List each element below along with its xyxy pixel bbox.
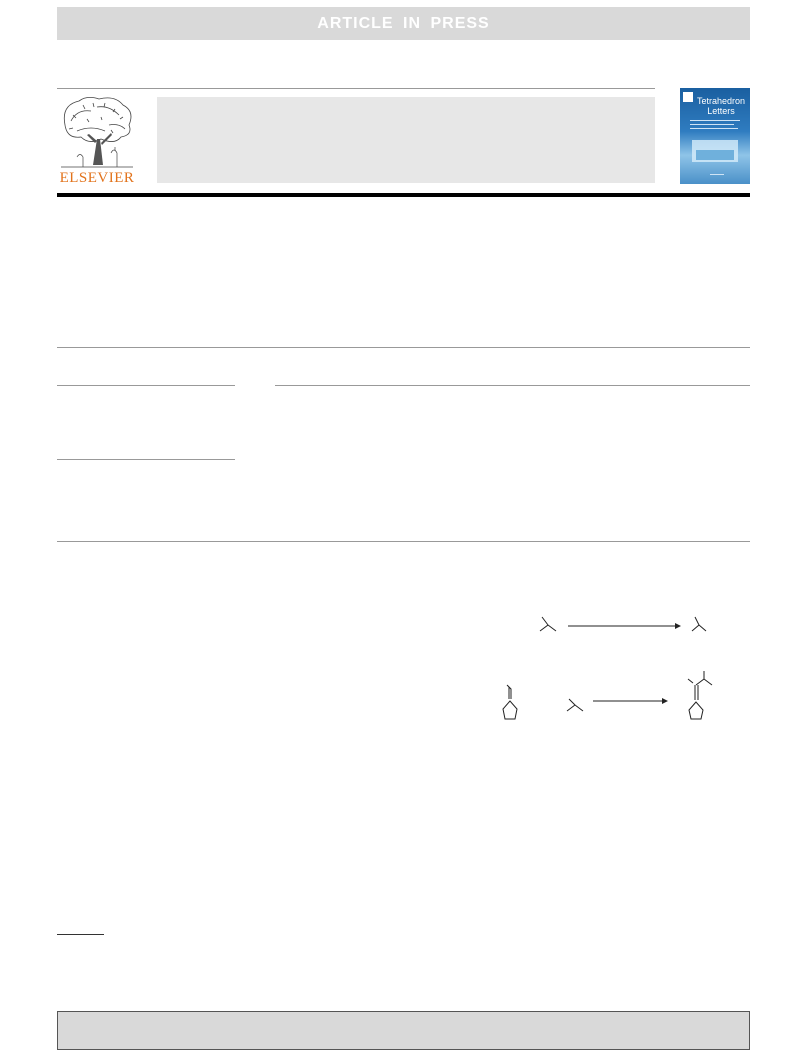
cover-footer-line xyxy=(710,174,724,175)
reaction-scheme xyxy=(490,605,730,730)
reagent-fragment xyxy=(567,699,583,711)
product-ring xyxy=(689,702,703,719)
article-in-press-label: ARTICLE IN PRESS xyxy=(317,14,490,32)
footnote-separator xyxy=(57,934,104,935)
product-alkene xyxy=(695,671,712,700)
cover-title-line2: Letters xyxy=(707,106,735,116)
reactant-ring xyxy=(503,701,517,719)
reaction-1 xyxy=(540,617,706,631)
product-fragment xyxy=(692,617,706,631)
header-bottom-rule xyxy=(57,193,750,197)
article-info-bottom-rule xyxy=(57,541,750,542)
cover-text-line xyxy=(690,124,734,125)
article-in-press-banner xyxy=(57,7,750,40)
journal-header-box xyxy=(157,97,655,183)
reaction-arrow-2-head xyxy=(662,698,668,704)
journal-cover-image xyxy=(680,88,750,184)
article-info-section-rule xyxy=(57,385,235,386)
elsevier-wordmark: ELSEVIER xyxy=(59,170,135,186)
elsevier-tree-icon xyxy=(57,95,137,171)
article-info-top-rule xyxy=(57,347,750,348)
header-top-rule xyxy=(57,88,655,89)
cover-graphic-wave xyxy=(696,150,734,160)
cover-title-line1: Tetrahedron xyxy=(696,96,746,106)
reaction-arrow-1-head xyxy=(675,623,681,629)
cover-text-line xyxy=(690,120,740,121)
citation-footer-box xyxy=(57,1011,750,1050)
reaction-2 xyxy=(503,671,712,719)
cover-text-line xyxy=(690,128,738,129)
reactant-alkene xyxy=(507,685,511,699)
abstract-section-rule xyxy=(275,385,750,386)
reactant-fragment xyxy=(540,617,556,631)
keywords-section-rule xyxy=(57,459,235,460)
product-substituent xyxy=(688,679,693,683)
